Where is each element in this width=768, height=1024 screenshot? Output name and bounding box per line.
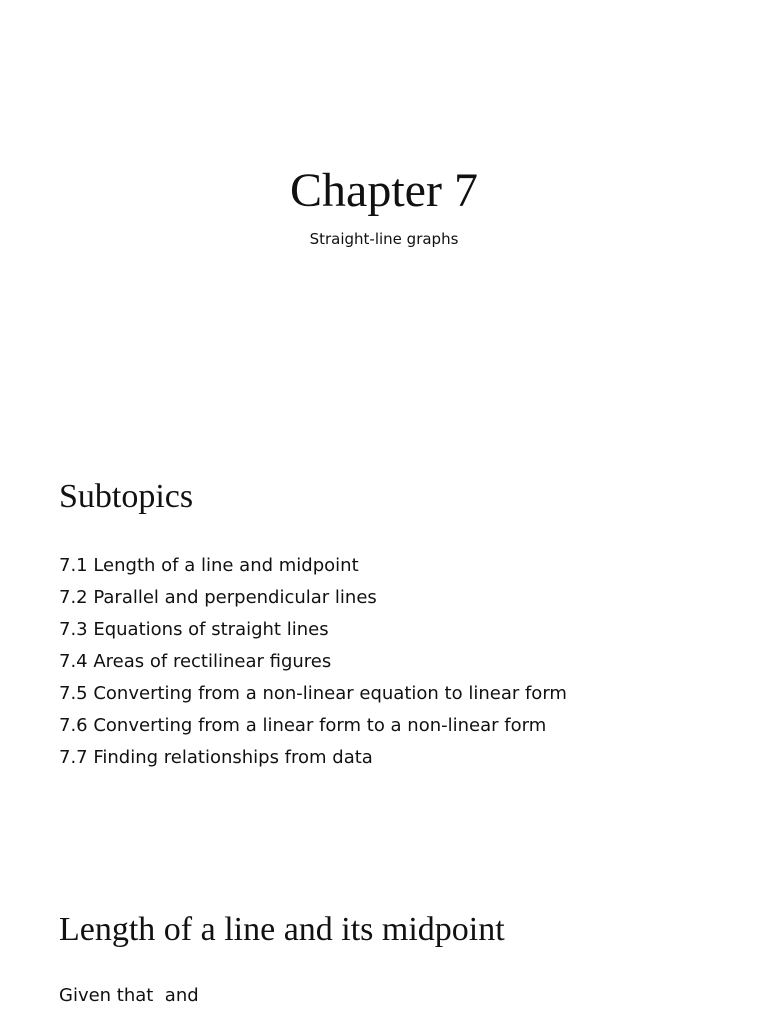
subtopic-list	[59, 550, 567, 774]
subtopic-item: 7.3 Equations of straight lines	[59, 619, 329, 640]
subtopic-item: 7.1 Length of a line and midpoint	[59, 555, 359, 576]
section-heading: Length of a line and its midpoint	[59, 911, 505, 948]
subtopic-item: 7.4 Areas of rectilinear figures	[59, 651, 332, 672]
section-body-text: Given that and	[59, 985, 199, 1006]
subtopic-item: 7.7 Finding relationships from data	[59, 747, 373, 768]
chapter-subtitle: Straight-line graphs	[309, 230, 459, 248]
subtopic-item: 7.6 Converting from a linear form to a non-linear form	[59, 715, 547, 736]
subtopic-item: 7.5 Converting from a non-linear equation to linear form	[59, 683, 567, 704]
subtopic-item: 7.2 Parallel and perpendicular lines	[59, 587, 377, 608]
subtopics-heading: Subtopics	[59, 478, 194, 515]
chapter-title: Chapter 7	[290, 164, 478, 217]
